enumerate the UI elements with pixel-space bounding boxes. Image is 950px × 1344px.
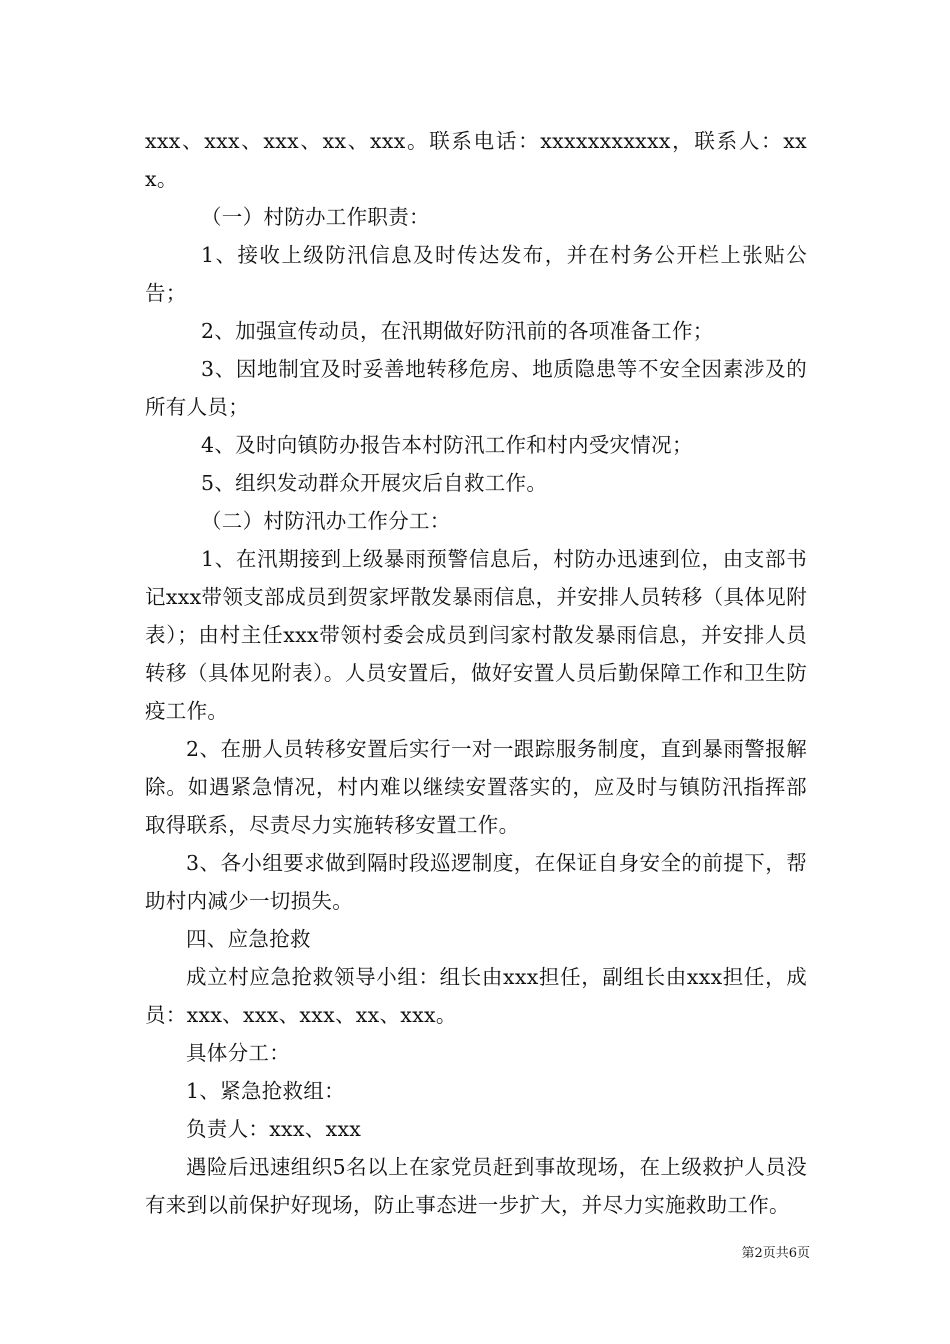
paragraph-duty-2: 2、加强宣传动员，在汛期做好防汛前的各项准备工作； [201,319,714,343]
paragraph-division-3: 3、各小组要求做到隔时段巡逻制度，在保证自身安全的前提下，帮助村内减少一切损失。 [145,851,807,913]
paragraph-emergency-group: 1、紧急抢救组： [186,1079,345,1103]
body-text [145,122,807,1224]
paragraph-duty-3: 3、因地制宜及时妥善地转移危房、地质隐患等不安全因素涉及的所有人员； [145,357,807,419]
paragraph-specific-division: 具体分工： [186,1041,290,1065]
paragraph-emergency-action: 遇险后迅速组织5名以上在家党员赶到事故现场，在上级救护人员没有来到以前保护好现场，防止事态进一步扩大，并尽力实施救助工作。 [145,1155,807,1217]
paragraph-duty-5: 5、组织发动群众开展灾后自救工作。 [201,471,548,495]
paragraph-division-2: 2、在册人员转移安置后实行一对一跟踪服务制度，直到暴雨警报解除。如遇紧急情况，村内难以继续安置落实的，应及时与镇防汛指挥部取得联系，尽责尽力实施转移安置工作。 [145,737,807,837]
paragraph-division-1: 1、在汛期接到上级暴雨预警信息后，村防办迅速到位，由支部书记xxx带领支部成员到贺家坪散发暴雨信息，并安排人员转移（具体见附表）；由村主任xxx带领村委会成员到闫家村散发暴雨信息，并安排人员转移（具体见附表）。人员安置后，做好安置人员后勤保障工作和卫生防疫工作。 [145,547,807,723]
paragraph-duty-4: 4、及时向镇防办报告本村防汛工作和村内受灾情况； [201,433,693,457]
paragraph-duty-1: 1、接收上级防汛信息及时传达发布，并在村务公开栏上张贴公告； [145,243,807,305]
paragraph-rescue-team: 成立村应急抢救领导小组：组长由xxx担任，副组长由xxx担任，成员：xxx、xxx、xxx、xx、xxx。 [145,965,807,1027]
paragraph-contacts: xxx、xxx、xxx、xx、xxx。联系电话：xxxxxxxxxxx，联系人：xxx。 [145,129,807,191]
section-heading-duties: （一）村防办工作职责： [201,205,430,229]
page-number: 第2页共6页 [741,1246,810,1261]
section-heading-division: （二）村防汛办工作分工： [201,509,451,533]
paragraph-persons-in-charge: 负责人：xxx、xxx [186,1117,362,1141]
section-heading-rescue: 四、应急抢救 [186,927,311,951]
